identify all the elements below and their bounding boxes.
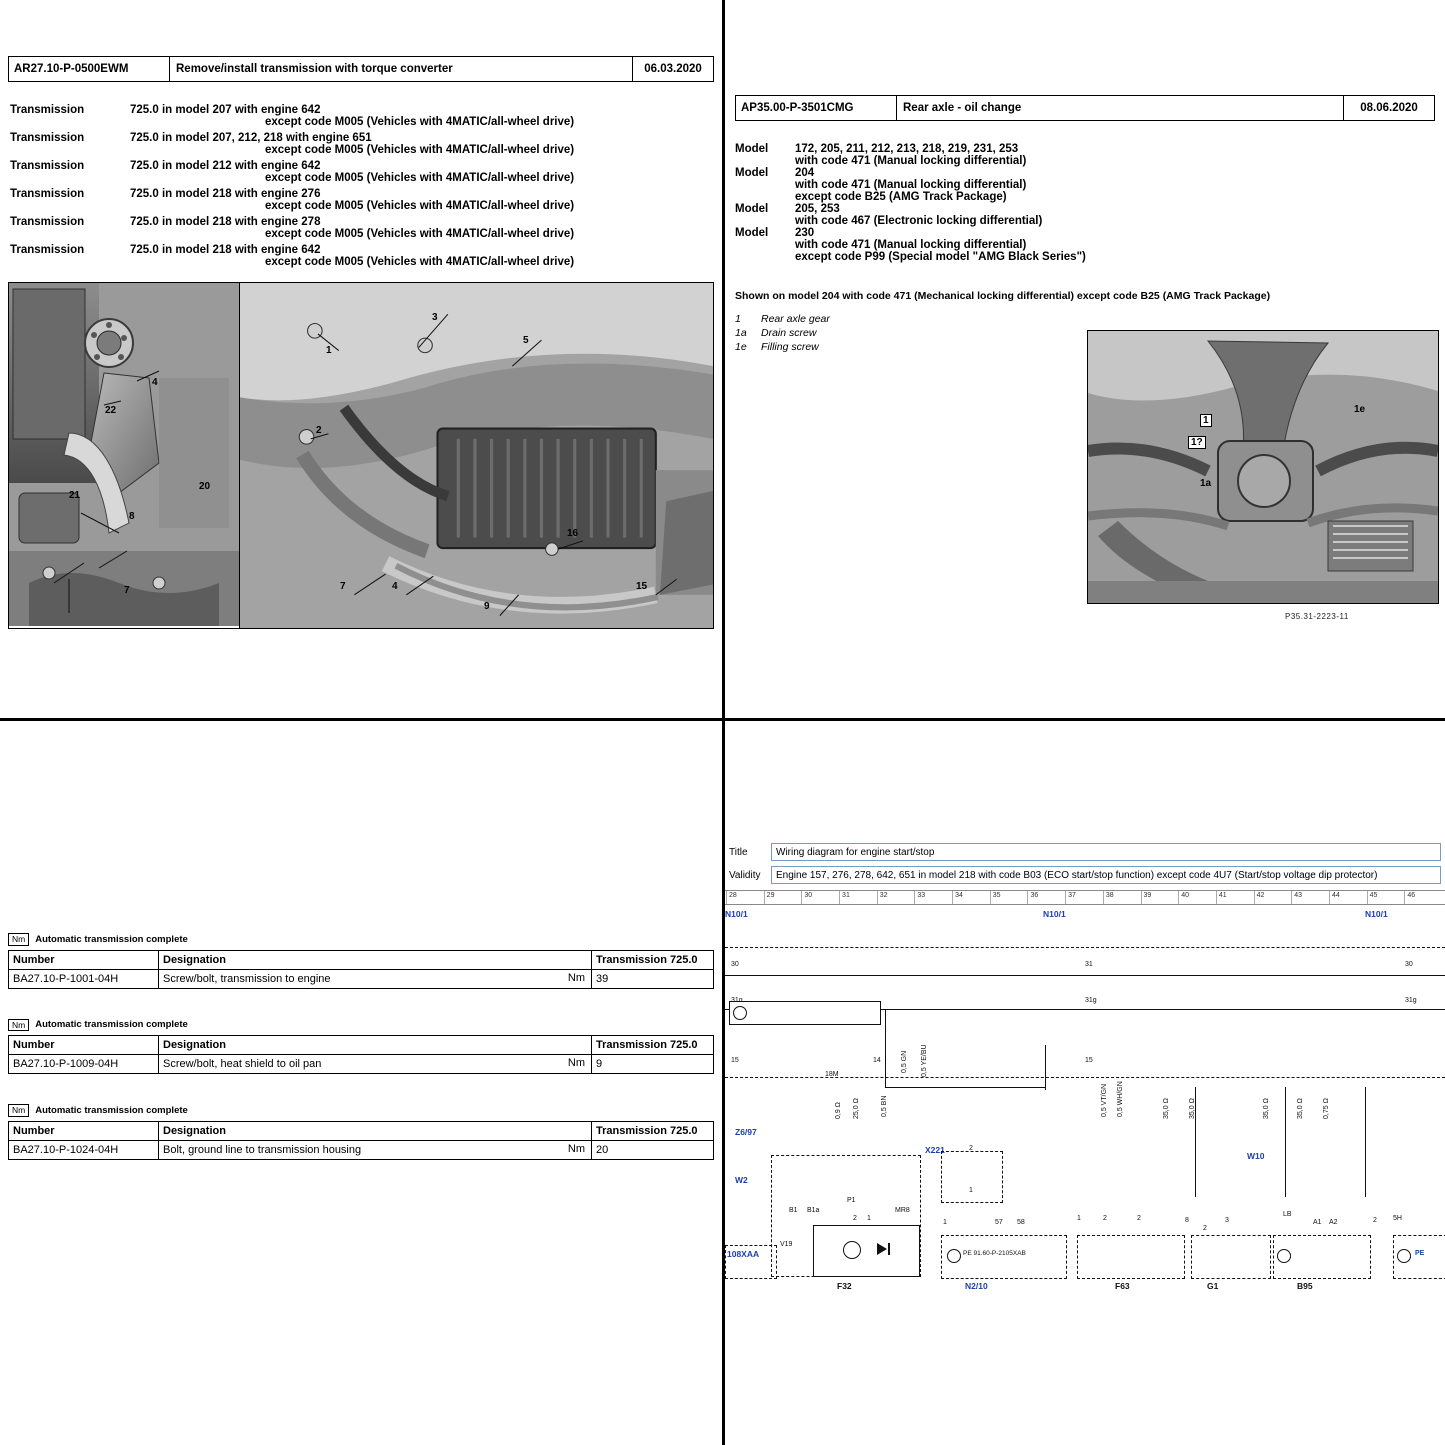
transmission-value: 725.0 in model 212 with engine 642 bbox=[130, 160, 321, 172]
table-row bbox=[9, 1140, 714, 1159]
ruler-tick-mark bbox=[1027, 891, 1028, 904]
col-number: Number bbox=[9, 1121, 159, 1140]
cell-number: BA27.10-P-1024-04H bbox=[9, 1140, 159, 1159]
transmission-note: except code M005 (Vehicles with 4MATIC/all-wheel drive) bbox=[265, 116, 575, 128]
rear-axle-photo bbox=[1088, 331, 1438, 603]
node-n10-1-a: N10/1 bbox=[725, 909, 748, 919]
model-note: with code 467 (Electronic locking differential) bbox=[795, 215, 1043, 227]
table-row bbox=[9, 1055, 714, 1074]
ruler-tick: 34 bbox=[955, 892, 963, 899]
tl-doc-title: Remove/install transmission with torque converter bbox=[170, 57, 633, 81]
component-w2: W2 bbox=[735, 1175, 748, 1185]
torque-block-3 bbox=[8, 1104, 714, 1160]
component-x221: X221 bbox=[925, 1145, 945, 1155]
ruler-tick-mark bbox=[764, 891, 765, 904]
list-item bbox=[735, 313, 1445, 325]
tr-doc-number: AP35.00-P-3501CMG bbox=[736, 96, 897, 120]
callout-2: 2 bbox=[316, 425, 322, 436]
list-item bbox=[10, 244, 722, 256]
table-header-row bbox=[9, 1036, 714, 1055]
ruler-tick-mark bbox=[1404, 891, 1405, 904]
title-row bbox=[725, 843, 1445, 861]
ruler-tick-mark bbox=[1065, 891, 1066, 904]
title-label: Title bbox=[729, 846, 748, 858]
ruler-tick-mark bbox=[914, 891, 915, 904]
designation-text: Screw/bolt, transmission to engine bbox=[163, 972, 331, 985]
list-item bbox=[10, 188, 722, 200]
ruler-tick: 43 bbox=[1294, 892, 1303, 899]
callout-1: 1 bbox=[1200, 414, 1212, 427]
component-z6-97: Z6/97 bbox=[735, 1127, 757, 1137]
torque-table bbox=[8, 1035, 714, 1074]
col-number: Number bbox=[9, 1036, 159, 1055]
callout-21: 21 bbox=[69, 490, 81, 501]
col-transmission: Transmission 725.0 bbox=[592, 1036, 714, 1055]
ruler-tick: 39 bbox=[1143, 892, 1152, 899]
callout-20: 20 bbox=[199, 481, 211, 492]
callout-1e: 1e bbox=[1354, 404, 1366, 415]
transmission-list bbox=[10, 104, 722, 268]
component-w10: W10 bbox=[1247, 1151, 1265, 1161]
tr-doc-header bbox=[735, 95, 1435, 121]
cell-value: 9 bbox=[592, 1055, 714, 1074]
transmission-note: except code M005 (Vehicles with 4MATIC/all-wheel drive) bbox=[265, 172, 575, 184]
callout-22: 22 bbox=[105, 405, 117, 416]
tl-doc-header bbox=[8, 56, 714, 82]
list-item bbox=[10, 160, 722, 172]
transmission-label: Transmission bbox=[10, 132, 85, 144]
component-f63: F63 bbox=[1115, 1281, 1130, 1291]
torque-block-caption: Automatic transmission complete bbox=[35, 1019, 188, 1031]
transmission-photo-left bbox=[9, 283, 239, 626]
nm-badge-icon: Nm bbox=[8, 1019, 29, 1032]
torque-table bbox=[8, 1121, 714, 1160]
ruler-tick-mark bbox=[726, 891, 727, 904]
callout-15: 15 bbox=[636, 581, 648, 592]
transmission-photo-right bbox=[240, 283, 713, 628]
transmission-label: Transmission bbox=[10, 160, 85, 172]
transmission-note: except code M005 (Vehicles with 4MATIC/all-wheel drive) bbox=[265, 200, 575, 212]
col-transmission: Transmission 725.0 bbox=[592, 950, 714, 969]
col-designation: Designation bbox=[159, 1121, 592, 1140]
model-label: Model bbox=[735, 227, 769, 239]
unit-label: Nm bbox=[567, 1057, 585, 1069]
shown-on-note: Shown on model 204 with code 471 (Mechanical locking differential) except code B25 (AMG Track Package) bbox=[735, 290, 1271, 302]
torque-block-1 bbox=[8, 933, 714, 989]
list-item bbox=[735, 167, 1445, 179]
legend-text: Filling screw bbox=[761, 341, 819, 354]
ruler-tick: 41 bbox=[1218, 892, 1227, 899]
transmission-figure-left bbox=[9, 283, 240, 628]
list-item bbox=[10, 104, 722, 116]
ruler-tick-mark bbox=[1141, 891, 1142, 904]
model-label: Model bbox=[735, 167, 769, 179]
callout-4b: 4 bbox=[392, 581, 398, 592]
unit-label: Nm bbox=[567, 1142, 585, 1155]
transmission-label: Transmission bbox=[10, 244, 85, 256]
list-item bbox=[735, 143, 1445, 155]
ruler-tick: 44 bbox=[1331, 892, 1340, 899]
legend-text: Rear axle gear bbox=[761, 313, 830, 326]
model-value: 205, 253 bbox=[795, 203, 840, 215]
model-list bbox=[735, 143, 1445, 263]
top-right-document bbox=[725, 0, 1445, 718]
list-item bbox=[735, 203, 1445, 215]
model-value: 204 bbox=[795, 167, 815, 179]
callout-8: 8 bbox=[129, 511, 135, 522]
legend-number: 1 bbox=[735, 313, 741, 326]
col-designation: Designation bbox=[159, 950, 592, 969]
ruler-tick-mark bbox=[1216, 891, 1217, 904]
ruler-tick: 45 bbox=[1369, 892, 1378, 899]
callout-4: 4 bbox=[152, 377, 158, 388]
designation-text: Bolt, ground line to transmission housing bbox=[163, 1143, 362, 1156]
transmission-value: 725.0 in model 218 with engine 278 bbox=[130, 216, 321, 228]
cell-value: 39 bbox=[592, 969, 714, 988]
ruler-tick: 37 bbox=[1068, 892, 1076, 899]
table-row bbox=[9, 969, 714, 988]
torque-block-title bbox=[8, 933, 714, 946]
nm-badge-icon: Nm bbox=[8, 1104, 29, 1117]
diagram-ruler bbox=[725, 890, 1445, 905]
nm-badge-icon: Nm bbox=[8, 933, 29, 946]
col-number: Number bbox=[9, 950, 159, 969]
tr-doc-title: Rear axle - oil change bbox=[897, 96, 1344, 120]
component-n2-10: N2/10 bbox=[965, 1281, 988, 1291]
horizontal-divider-right bbox=[722, 718, 1445, 721]
torque-table bbox=[8, 950, 714, 989]
wiring-diagram-panel bbox=[725, 721, 1445, 1445]
component-pe: PE bbox=[1415, 1250, 1425, 1257]
model-label: Model bbox=[735, 203, 769, 215]
cell-designation bbox=[159, 969, 592, 988]
callout-1: 1 bbox=[326, 345, 332, 356]
callout-9: 9 bbox=[484, 601, 490, 612]
model-value: 172, 205, 211, 212, 213, 218, 219, 231, 253 bbox=[795, 143, 1019, 155]
transmission-value: 725.0 in model 218 with engine 642 bbox=[130, 244, 321, 256]
cell-number: BA27.10-P-1009-04H bbox=[9, 1055, 159, 1074]
ruler-tick-mark bbox=[1178, 891, 1179, 904]
ruler-tick: 35 bbox=[992, 892, 1001, 899]
model-note: with code 471 (Manual locking differential) bbox=[795, 239, 1027, 251]
ruler-tick-mark bbox=[1103, 891, 1104, 904]
model-value: 230 bbox=[795, 227, 815, 239]
tr-doc-date: 08.06.2020 bbox=[1360, 102, 1418, 114]
callout-5: 5 bbox=[523, 335, 529, 346]
model-note: with code 471 (Manual locking differential) bbox=[795, 155, 1027, 167]
tl-doc-number: AR27.10-P-0500EWM bbox=[9, 57, 170, 81]
tl-doc-date: 06.03.2020 bbox=[644, 63, 702, 75]
model-note: except code P99 (Special model "AMG Black Series") bbox=[795, 251, 1086, 263]
transmission-note: except code M005 (Vehicles with 4MATIC/all-wheel drive) bbox=[265, 228, 575, 240]
ruler-tick: 42 bbox=[1256, 892, 1265, 899]
ruler-tick-mark bbox=[1254, 891, 1255, 904]
transmission-label: Transmission bbox=[10, 188, 85, 200]
torque-block-caption: Automatic transmission complete bbox=[35, 1104, 188, 1116]
callout-16: 16 bbox=[567, 528, 579, 539]
ruler-tick-mark bbox=[952, 891, 953, 904]
legend-number: 1a bbox=[735, 327, 747, 340]
ruler-tick: 33 bbox=[917, 892, 926, 899]
ruler-tick-mark bbox=[839, 891, 840, 904]
callout-1b: 1? bbox=[1188, 436, 1206, 449]
model-note: except code B25 (AMG Track Package) bbox=[795, 191, 1007, 203]
ruler-tick-mark bbox=[1329, 891, 1330, 904]
diagram-canvas: N10/1 N10/1 N10/1 30 31 30 31g 31g 15 15 18M 14 0,5 GN 0,5 YE/BU 25,0 Ω 0,9 Ω 0,5 BN 0,5 VT/GN 0,5 WH/GN 35,0 Ω 35,0 Ω 35,0 Ω 35,0 Ω 0,75 Ω Z6/97 W2 X221 W10 V19 F32 PE 91.60-P-2105XAB N2/10 F63 G1 B95 108XAA PE B1 B1a P1 MR8 2 1 1 57 58 1 2 2 8 2 3 LB A1 A2 2 5H 2 1 bbox=[725, 905, 1445, 1445]
ruler-tick: 29 bbox=[766, 892, 775, 899]
ruler-tick: 46 bbox=[1407, 892, 1416, 899]
ruler-tick-mark bbox=[1367, 891, 1368, 904]
cell-number: BA27.10-P-1001-04H bbox=[9, 969, 159, 988]
ruler-tick: 30 bbox=[804, 892, 813, 899]
ruler-tick-mark bbox=[1291, 891, 1292, 904]
cell-value: 20 bbox=[592, 1140, 714, 1159]
torque-block-title bbox=[8, 1019, 714, 1032]
title-input[interactable]: Wiring diagram for engine start/stop bbox=[771, 843, 1441, 861]
component-v19: V19 bbox=[780, 1241, 793, 1248]
transmission-value: 725.0 in model 207, 212, 218 with engine 651 bbox=[130, 132, 372, 144]
cell-designation bbox=[159, 1140, 592, 1159]
validity-label: Validity bbox=[729, 869, 761, 881]
ruler-tick: 28 bbox=[729, 892, 737, 899]
transmission-value: 725.0 in model 207 with engine 642 bbox=[130, 104, 321, 116]
component-f32: F32 bbox=[837, 1281, 852, 1291]
node-n10-1-b: N10/1 bbox=[1043, 909, 1066, 919]
ruler-tick: 32 bbox=[879, 892, 888, 899]
bottom-left-tables bbox=[0, 721, 722, 1445]
rear-axle-figure bbox=[1087, 330, 1439, 604]
transmission-note: except code M005 (Vehicles with 4MATIC/all-wheel drive) bbox=[265, 144, 575, 156]
figure-code: P35.31-2223-11 bbox=[1285, 612, 1349, 621]
table-header-row bbox=[9, 950, 714, 969]
model-label: Model bbox=[735, 143, 769, 155]
list-item bbox=[10, 132, 722, 144]
transmission-value: 725.0 in model 218 with engine 276 bbox=[130, 188, 321, 200]
transmission-note: except code M005 (Vehicles with 4MATIC/all-wheel drive) bbox=[265, 256, 575, 268]
cell-designation bbox=[159, 1055, 592, 1074]
transmission-label: Transmission bbox=[10, 104, 85, 116]
col-transmission: Transmission 725.0 bbox=[592, 1121, 714, 1140]
unit-label: Nm bbox=[567, 971, 585, 984]
ruler-tick: 38 bbox=[1105, 892, 1114, 899]
ruler-tick: 36 bbox=[1030, 892, 1039, 899]
col-designation: Designation bbox=[159, 1036, 592, 1055]
torque-block-2 bbox=[8, 1019, 714, 1075]
ruler-tick: 40 bbox=[1181, 892, 1189, 899]
ruler-tick-mark bbox=[990, 891, 991, 904]
ruler-tick-mark bbox=[877, 891, 878, 904]
designation-text: Screw/bolt, heat shield to oil pan bbox=[163, 1058, 322, 1070]
component-108xaa: 108XAA bbox=[727, 1249, 760, 1259]
node-n10-1-c: N10/1 bbox=[1365, 909, 1388, 919]
validity-input[interactable]: Engine 157, 276, 278, 642, 651 in model 218 with code B03 (ECO start/stop function) except code 4U7 (Start/stop voltage dip protector) bbox=[771, 866, 1441, 884]
component-g1: G1 bbox=[1207, 1281, 1219, 1291]
callout-7b: 7 bbox=[340, 581, 346, 592]
list-item bbox=[735, 227, 1445, 239]
ruler-tick-mark bbox=[801, 891, 802, 904]
list-item bbox=[10, 216, 722, 228]
top-left-document bbox=[0, 0, 722, 718]
table-header-row bbox=[9, 1121, 714, 1140]
transmission-figure bbox=[8, 282, 714, 629]
callout-3: 3 bbox=[432, 312, 438, 323]
callout-1a: 1a bbox=[1200, 478, 1212, 489]
legend-number: 1e bbox=[735, 341, 747, 354]
transmission-label: Transmission bbox=[10, 216, 85, 228]
torque-block-title bbox=[8, 1104, 714, 1117]
model-note: with code 471 (Manual locking differential) bbox=[795, 179, 1027, 191]
ruler-tick: 31 bbox=[842, 892, 850, 899]
component-b95: B95 bbox=[1297, 1281, 1313, 1291]
legend-text: Drain screw bbox=[761, 327, 817, 340]
validity-row bbox=[725, 866, 1445, 884]
transmission-figure-right bbox=[240, 283, 713, 628]
torque-block-caption: Automatic transmission complete bbox=[35, 933, 188, 945]
callout-7: 7 bbox=[124, 585, 130, 596]
